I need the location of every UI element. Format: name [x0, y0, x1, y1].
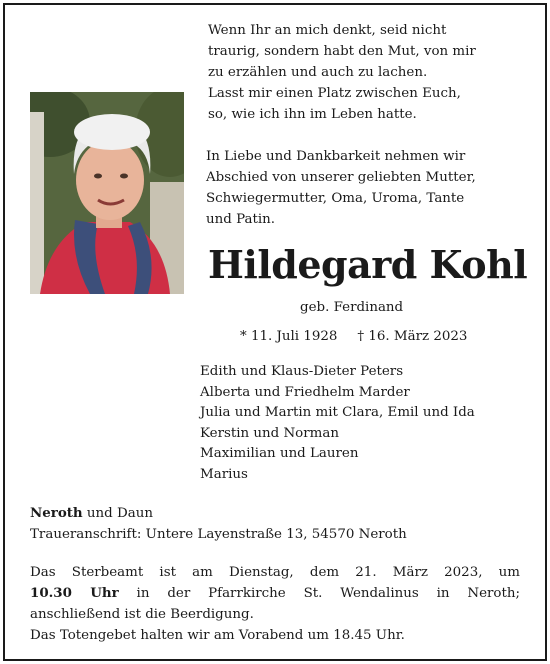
town-suffix: und Daun: [82, 506, 153, 521]
poem: [208, 20, 528, 125]
poem-line: so, wie ich ihn im Leben hatte.: [208, 107, 417, 122]
family-list: [200, 362, 530, 485]
town-name: Neroth: [30, 505, 83, 521]
service-location: in der Pfarrkirche St. Wendalinus in Neroth;: [118, 586, 521, 601]
service-line: Das Sterbeamt ist am Dienstag, dem 21. März 2023, um: [30, 565, 520, 580]
family-member: Edith und Klaus-Dieter Peters: [200, 364, 404, 379]
farewell-intro: [206, 146, 526, 230]
mourning-address: Traueranschrift: Untere Layenstraße 13, 54570 Neroth: [30, 527, 407, 542]
birth-date: * 11. Juli 1928: [240, 329, 338, 344]
family-member: Maximilian und Lauren: [200, 446, 359, 461]
intro-line: In Liebe und Dankbarkeit nehmen wir: [206, 149, 466, 164]
poem-line: Lasst mir einen Platz zwischen Euch,: [208, 86, 461, 101]
family-member: Alberta und Friedhelm Marder: [200, 384, 410, 400]
family-member: Julia und Martin mit Clara, Emil und Ida: [200, 405, 475, 420]
family-member: Marius: [200, 466, 248, 482]
death-date: † 16. März 2023: [357, 329, 468, 344]
poem-line: zu erzählen und auch zu lachen.: [208, 65, 428, 80]
poem-line: Wenn Ihr an mich denkt, seid nicht: [208, 23, 447, 38]
portrait-illustration: [30, 92, 184, 294]
portrait-photo: [30, 92, 184, 294]
intro-line: Abschied von unserer geliebten Mutter,: [206, 170, 476, 185]
family-member: Kerstin und Norman: [200, 425, 339, 441]
service-line: anschließend ist die Beerdigung.: [30, 607, 254, 622]
service-time: 10.30 Uhr: [30, 585, 119, 601]
place-block: [30, 503, 530, 545]
birth-name: geb. Ferdinand: [300, 300, 404, 315]
intro-line: und Patin.: [206, 212, 276, 227]
service-line: [30, 583, 520, 604]
poem-line: traurig, sondern habt den Mut, von mir: [208, 44, 476, 59]
intro-line: Schwiegermutter, Oma, Uroma, Tante: [206, 191, 465, 206]
service-line: Das Totengebet halten wir am Vorabend um 18.45 Uhr.: [30, 628, 405, 643]
deceased-name: Hildegard Kohl: [208, 242, 528, 287]
service-info: [30, 562, 520, 646]
life-dates: [240, 326, 467, 347]
